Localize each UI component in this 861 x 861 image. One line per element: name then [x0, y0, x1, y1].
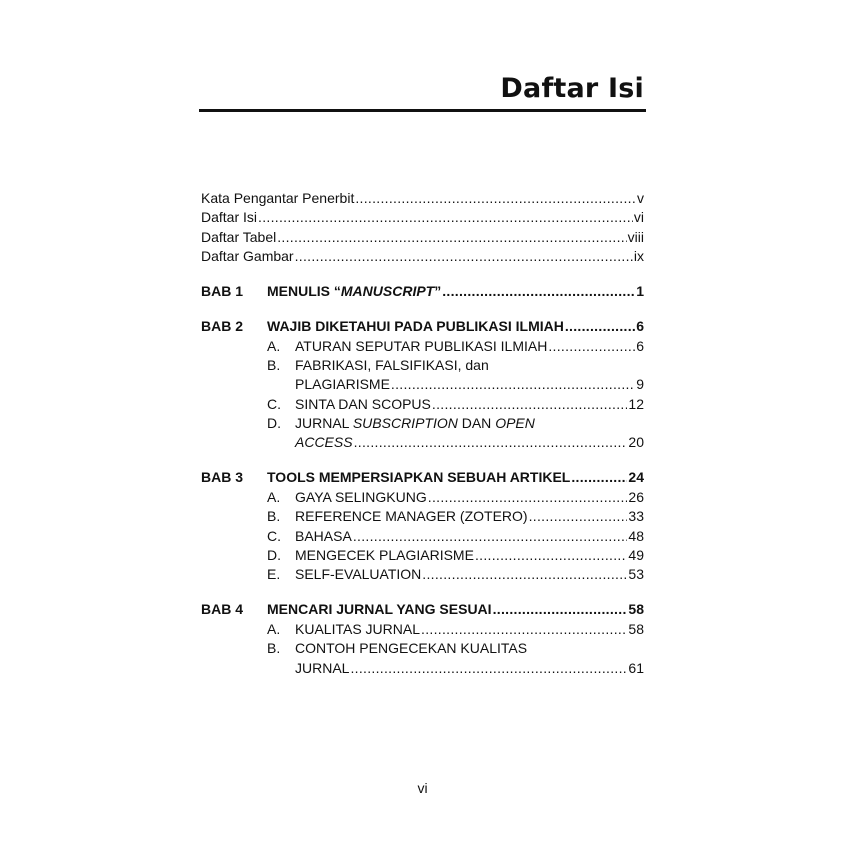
toc-entry-label: Daftar Gambar: [201, 248, 294, 265]
section-page: 33: [628, 508, 644, 525]
toc-section[interactable]: [201, 639, 644, 658]
section-title: ATURAN SEPUTAR PUBLIKASI ILMIAH: [295, 337, 548, 354]
toc-chapter-1[interactable]: [201, 282, 644, 301]
table-of-contents: [201, 189, 644, 678]
dot-leader: [493, 600, 628, 619]
toc-section[interactable]: [201, 414, 644, 433]
section-page: 49: [628, 547, 644, 564]
section-title-line1: FABRIKASI, FALSIFIKASI, dan: [295, 356, 489, 373]
toc-section[interactable]: [201, 565, 644, 584]
toc-section[interactable]: [201, 395, 644, 414]
section-title: GAYA SELINGKUNG: [295, 488, 427, 505]
section-page: 9: [636, 376, 644, 393]
section-letter: E.: [267, 566, 281, 583]
toc-entry-front-matter[interactable]: [201, 208, 644, 227]
section-title: SELF-EVALUATION: [295, 566, 422, 583]
section-title: MENGECEK PLAGIARISME: [295, 547, 474, 564]
toc-entry-page: viii: [627, 228, 644, 245]
section-title-line2: PLAGIARISME: [295, 376, 390, 393]
section-page: 12: [628, 395, 644, 412]
chapter-number: BAB 1: [201, 283, 244, 300]
toc-section-continuation[interactable]: [201, 659, 644, 678]
chapter-title: MENULIS “MANUSCRIPT”: [267, 283, 442, 300]
chapter-page: 24: [628, 469, 644, 486]
toc-chapter-2[interactable]: [201, 317, 644, 336]
section-page: 26: [628, 488, 644, 505]
dot-leader: [295, 247, 633, 266]
dot-leader: [258, 208, 633, 227]
toc-section-continuation[interactable]: [201, 375, 644, 394]
dot-leader: [432, 395, 628, 414]
dot-leader: [422, 565, 627, 584]
section-letter: B.: [267, 356, 281, 373]
section-letter: C.: [267, 395, 281, 412]
toc-section[interactable]: [201, 546, 644, 565]
toc-chapter-4[interactable]: [201, 600, 644, 619]
section-letter: D.: [267, 415, 281, 432]
section-page: 48: [628, 527, 644, 544]
chapter-title: WAJIB DIKETAHUI PADA PUBLIKASI ILMIAH: [267, 318, 564, 335]
dot-leader: [548, 337, 635, 356]
section-page: 20: [628, 434, 644, 451]
section-title-line1: CONTOH PENGECEKAN KUALITAS: [295, 640, 528, 657]
dot-leader: [350, 659, 627, 678]
toc-section[interactable]: [201, 488, 644, 507]
section-page: 58: [628, 620, 644, 637]
section-letter: D.: [267, 547, 281, 564]
section-page: 6: [636, 337, 644, 354]
chapter-title: MENCARI JURNAL YANG SESUAI: [267, 601, 492, 618]
section-page: 53: [628, 566, 644, 583]
dot-leader: [421, 620, 627, 639]
section-page: 61: [628, 659, 644, 676]
toc-entry-label: Daftar Tabel: [201, 228, 277, 245]
chapter-number: BAB 2: [201, 318, 244, 335]
toc-entry-page: ix: [633, 248, 644, 265]
section-title-line2: ACCESS: [295, 434, 353, 451]
section-title-line1: JURNAL SUBSCRIPTION DAN OPEN: [295, 415, 535, 432]
chapter-title: TOOLS MEMPERSIAPKAN SEBUAH ARTIKEL: [267, 469, 571, 486]
dot-leader: [277, 228, 626, 247]
dot-leader: [571, 468, 627, 487]
toc-entry-page: vi: [633, 209, 644, 226]
section-letter: A.: [267, 488, 281, 505]
toc-entry-front-matter[interactable]: [201, 247, 644, 266]
page-title: Daftar Isi: [500, 73, 644, 104]
dot-leader: [391, 375, 635, 394]
section-letter: B.: [267, 640, 281, 657]
toc-section[interactable]: [201, 527, 644, 546]
dot-leader: [428, 488, 628, 507]
dot-leader: [355, 189, 636, 208]
toc-section[interactable]: [201, 507, 644, 526]
toc-entry-label: Daftar Isi: [201, 209, 258, 226]
toc-section[interactable]: [201, 620, 644, 639]
page-number: vi: [417, 780, 428, 796]
chapter-number: BAB 3: [201, 469, 244, 486]
dot-leader: [529, 507, 628, 526]
section-title: SINTA DAN SCOPUS: [295, 395, 431, 412]
toc-section[interactable]: [201, 337, 644, 356]
chapter-page: 6: [636, 318, 644, 335]
toc-entry-label: Kata Pengantar Penerbit: [201, 190, 355, 206]
toc-chapter-3[interactable]: [201, 468, 644, 487]
toc-entry-front-matter[interactable]: [201, 189, 644, 208]
chapter-number: BAB 4: [201, 601, 244, 618]
section-title: BAHASA: [295, 527, 352, 544]
toc-entry-front-matter[interactable]: [201, 228, 644, 247]
toc-section-continuation[interactable]: [201, 433, 644, 452]
dot-leader: [475, 546, 627, 565]
section-letter: A.: [267, 620, 281, 637]
toc-section[interactable]: [201, 356, 644, 375]
toc-entry-page: v: [637, 190, 644, 206]
section-letter: B.: [267, 508, 281, 525]
title-rule: [199, 109, 646, 112]
section-title: KUALITAS JURNAL: [295, 620, 420, 637]
section-letter: C.: [267, 527, 281, 544]
section-letter: A.: [267, 337, 281, 354]
dot-leader: [565, 317, 635, 336]
dot-leader: [442, 282, 635, 301]
chapter-page: 58: [628, 601, 644, 618]
section-title-line2: JURNAL: [295, 659, 350, 676]
dot-leader: [353, 527, 628, 546]
dot-leader: [354, 433, 628, 452]
chapter-page: 1: [636, 283, 644, 300]
section-title: REFERENCE MANAGER (ZOTERO): [295, 508, 528, 525]
